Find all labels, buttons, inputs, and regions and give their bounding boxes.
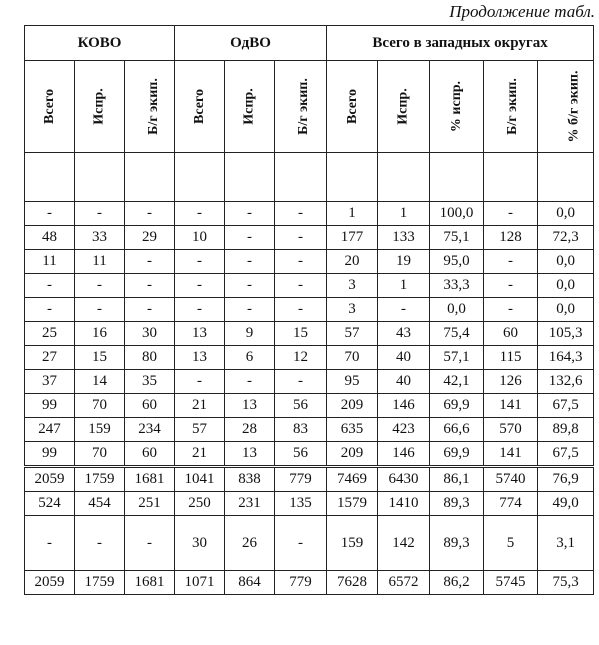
table-cell: 164,3 [538, 346, 594, 370]
table-cell: 13 [225, 442, 275, 467]
table-cell: 132,6 [538, 370, 594, 394]
column-header-label: % б/г экип. [566, 70, 582, 143]
table-cell: 72,3 [538, 226, 594, 250]
table-cell: 128 [484, 226, 538, 250]
table-cell: 42,1 [430, 370, 484, 394]
table-cell: 779 [275, 571, 327, 595]
table-cell: 11 [75, 250, 125, 274]
table-cell: - [75, 202, 125, 226]
table-cell: 635 [327, 418, 378, 442]
table-cell: 57,1 [430, 346, 484, 370]
table-cell: 60 [125, 442, 175, 467]
table-cell: 2059 [25, 467, 75, 492]
table-cell: 177 [327, 226, 378, 250]
table-cell: 1 [378, 202, 430, 226]
table-caption: Продолжение табл. [449, 2, 595, 21]
table-cell: - [275, 274, 327, 298]
table-cell: 37 [25, 370, 75, 394]
table-cell: 5 [484, 516, 538, 571]
table-cell: 7469 [327, 467, 378, 492]
table-row [25, 467, 594, 492]
table-cell: 28 [225, 418, 275, 442]
table-cell: 75,1 [430, 226, 484, 250]
column-header-label: Б/г экип. [145, 78, 161, 135]
column-header-label: Всего [344, 89, 360, 124]
table-cell: 75,3 [538, 571, 594, 595]
table-cell: 21 [175, 394, 225, 418]
table-cell: 60 [484, 322, 538, 346]
table-cell: 33 [75, 226, 125, 250]
table-cell: 30 [125, 322, 175, 346]
table-cell: - [225, 274, 275, 298]
table-cell: - [25, 516, 75, 571]
table-cell: 247 [25, 418, 75, 442]
column-header [538, 61, 594, 153]
table-cell: 100,0 [430, 202, 484, 226]
table-cell: 423 [378, 418, 430, 442]
table-cell: 1071 [175, 571, 225, 595]
table-cell: - [225, 370, 275, 394]
table-cell: 13 [175, 322, 225, 346]
table-cell: 16 [75, 322, 125, 346]
table-cell: 89,3 [430, 516, 484, 571]
table-cell: 3,1 [538, 516, 594, 571]
table-cell: 234 [125, 418, 175, 442]
table-cell: 67,5 [538, 394, 594, 418]
table-row [25, 274, 594, 298]
table-cell: 33,3 [430, 274, 484, 298]
table-cell: 27 [25, 346, 75, 370]
table-cell: 69,9 [430, 442, 484, 467]
table-cell: 126 [484, 370, 538, 394]
table-cell: 80 [125, 346, 175, 370]
table-row [25, 442, 594, 467]
table-cell: 67,5 [538, 442, 594, 467]
column-header [430, 61, 484, 153]
table-cell: - [25, 298, 75, 322]
table-cell: - [125, 274, 175, 298]
table-cell: 146 [378, 442, 430, 467]
table-cell: - [175, 202, 225, 226]
table-cell: 115 [484, 346, 538, 370]
table-cell: 49,0 [538, 492, 594, 516]
table-cell: 25 [25, 322, 75, 346]
table-cell: 779 [275, 467, 327, 492]
table-row [25, 370, 594, 394]
table-cell: - [275, 516, 327, 571]
table-cell: 250 [175, 492, 225, 516]
table-cell: - [275, 298, 327, 322]
table-cell: - [125, 516, 175, 571]
table-cell: 12 [275, 346, 327, 370]
table-cell: 141 [484, 442, 538, 467]
table-cell: 6430 [378, 467, 430, 492]
table-cell: 29 [125, 226, 175, 250]
column-header-label: Всего [192, 89, 208, 124]
table-cell: 3 [327, 274, 378, 298]
table-cell: 10 [175, 226, 225, 250]
table-cell: 2059 [25, 571, 75, 595]
table-cell: 1759 [75, 467, 125, 492]
table-cell: 70 [75, 442, 125, 467]
table-cell: 48 [25, 226, 75, 250]
table-cell: - [25, 202, 75, 226]
table-cell: 135 [275, 492, 327, 516]
table-cell: 0,0 [538, 202, 594, 226]
table-cell: 251 [125, 492, 175, 516]
table-cell: 66,6 [430, 418, 484, 442]
table-cell: 0,0 [538, 298, 594, 322]
column-header [378, 61, 430, 153]
column-header-label: % испр. [449, 80, 465, 133]
table-cell: - [225, 202, 275, 226]
column-header [75, 61, 125, 153]
table-cell: 35 [125, 370, 175, 394]
table-cell: 86,1 [430, 467, 484, 492]
table-cell: 864 [225, 571, 275, 595]
table-cell: - [484, 202, 538, 226]
column-header [125, 61, 175, 153]
table-cell: - [225, 250, 275, 274]
table-cell: 56 [275, 442, 327, 467]
table-cell: 57 [175, 418, 225, 442]
table-cell: 1 [378, 274, 430, 298]
table-cell: 209 [327, 394, 378, 418]
table-cell: - [175, 370, 225, 394]
table-cell: - [378, 298, 430, 322]
table-cell: 159 [327, 516, 378, 571]
table-cell: 454 [75, 492, 125, 516]
table-cell: 70 [75, 394, 125, 418]
column-header-label: Всего [41, 89, 57, 124]
table-cell: 774 [484, 492, 538, 516]
table-cell: 5745 [484, 571, 538, 595]
table-cell: 21 [175, 442, 225, 467]
table-cell: - [275, 250, 327, 274]
table-cell: - [125, 250, 175, 274]
table-row [25, 492, 594, 516]
table-cell: 15 [275, 322, 327, 346]
table-cell: 209 [327, 442, 378, 467]
group-header-kovo: КОВО [25, 26, 175, 61]
table-row [25, 250, 594, 274]
table-cell: 76,9 [538, 467, 594, 492]
column-header [25, 61, 75, 153]
table-cell: 0,0 [538, 250, 594, 274]
table-cell: 40 [378, 346, 430, 370]
table-cell: 1 [327, 202, 378, 226]
table-cell: 83 [275, 418, 327, 442]
table-cell: - [275, 202, 327, 226]
table-cell: 1579 [327, 492, 378, 516]
table-cell: 19 [378, 250, 430, 274]
table-cell: 133 [378, 226, 430, 250]
table-cell: - [175, 250, 225, 274]
table-cell: 231 [225, 492, 275, 516]
table-row [25, 418, 594, 442]
table-cell: 838 [225, 467, 275, 492]
table-cell: 43 [378, 322, 430, 346]
table-row [25, 298, 594, 322]
table-cell: - [125, 202, 175, 226]
table-cell: 6 [225, 346, 275, 370]
table-cell: 13 [225, 394, 275, 418]
table-cell: 95 [327, 370, 378, 394]
table-cell: 105,3 [538, 322, 594, 346]
table-cell: 75,4 [430, 322, 484, 346]
table-cell: 89,3 [430, 492, 484, 516]
table-cell: 11 [25, 250, 75, 274]
table-row [25, 571, 594, 595]
table-cell: 89,8 [538, 418, 594, 442]
table-row [25, 226, 594, 250]
table-cell: 1681 [125, 571, 175, 595]
table-cell: - [275, 370, 327, 394]
column-header [275, 61, 327, 153]
table-cell: 99 [25, 394, 75, 418]
table-cell: - [125, 298, 175, 322]
table-cell: 142 [378, 516, 430, 571]
table-cell: 60 [125, 394, 175, 418]
table-cell: - [75, 516, 125, 571]
table-cell: 146 [378, 394, 430, 418]
group-header-odvo: ОдВО [175, 26, 327, 61]
table-cell: 1410 [378, 492, 430, 516]
table-cell: 56 [275, 394, 327, 418]
table-cell: - [75, 274, 125, 298]
column-header-label: Испр. [92, 88, 107, 125]
table-cell: 15 [75, 346, 125, 370]
table-row [25, 202, 594, 226]
table-cell: 7628 [327, 571, 378, 595]
column-header [175, 61, 225, 153]
column-header [327, 61, 378, 153]
table-row [25, 516, 594, 571]
table-cell: - [484, 274, 538, 298]
table-row [25, 322, 594, 346]
table-cell: 0,0 [538, 274, 594, 298]
table-cell: 1041 [175, 467, 225, 492]
table-cell: 9 [225, 322, 275, 346]
table-cell: 30 [175, 516, 225, 571]
column-header [484, 61, 538, 153]
table-cell: - [225, 226, 275, 250]
table-cell: - [484, 250, 538, 274]
group-header-total-west: Всего в западных округах [327, 26, 594, 61]
column-header-label: Б/г экип. [504, 78, 520, 135]
table-cell: 570 [484, 418, 538, 442]
table-cell: 141 [484, 394, 538, 418]
table-cell: - [225, 298, 275, 322]
table-row [25, 394, 594, 418]
table-cell: 524 [25, 492, 75, 516]
table-cell: 40 [378, 370, 430, 394]
table-cell: 159 [75, 418, 125, 442]
table-cell: 26 [225, 516, 275, 571]
data-table [24, 25, 594, 595]
column-header [225, 61, 275, 153]
table-cell: 57 [327, 322, 378, 346]
table-cell: - [175, 274, 225, 298]
table-cell: - [75, 298, 125, 322]
table-cell: 3 [327, 298, 378, 322]
table-cell: 1681 [125, 467, 175, 492]
table-cell: 69,9 [430, 394, 484, 418]
table-cell: 13 [175, 346, 225, 370]
table-row [25, 346, 594, 370]
table-cell: 20 [327, 250, 378, 274]
table-cell: - [175, 298, 225, 322]
column-header-label: Б/г экип. [295, 78, 311, 135]
table-cell: 1759 [75, 571, 125, 595]
table-cell: 95,0 [430, 250, 484, 274]
column-header-label: Испр. [396, 88, 412, 125]
table-cell: 14 [75, 370, 125, 394]
table-cell: 70 [327, 346, 378, 370]
table-cell: - [25, 274, 75, 298]
blank-row [25, 153, 594, 202]
table-cell: 5740 [484, 467, 538, 492]
table-cell: 86,2 [430, 571, 484, 595]
table-cell: - [275, 226, 327, 250]
table-cell: 99 [25, 442, 75, 467]
column-header-label: Испр. [242, 88, 258, 125]
table-cell: - [484, 298, 538, 322]
table-cell: 6572 [378, 571, 430, 595]
table-cell: 0,0 [430, 298, 484, 322]
